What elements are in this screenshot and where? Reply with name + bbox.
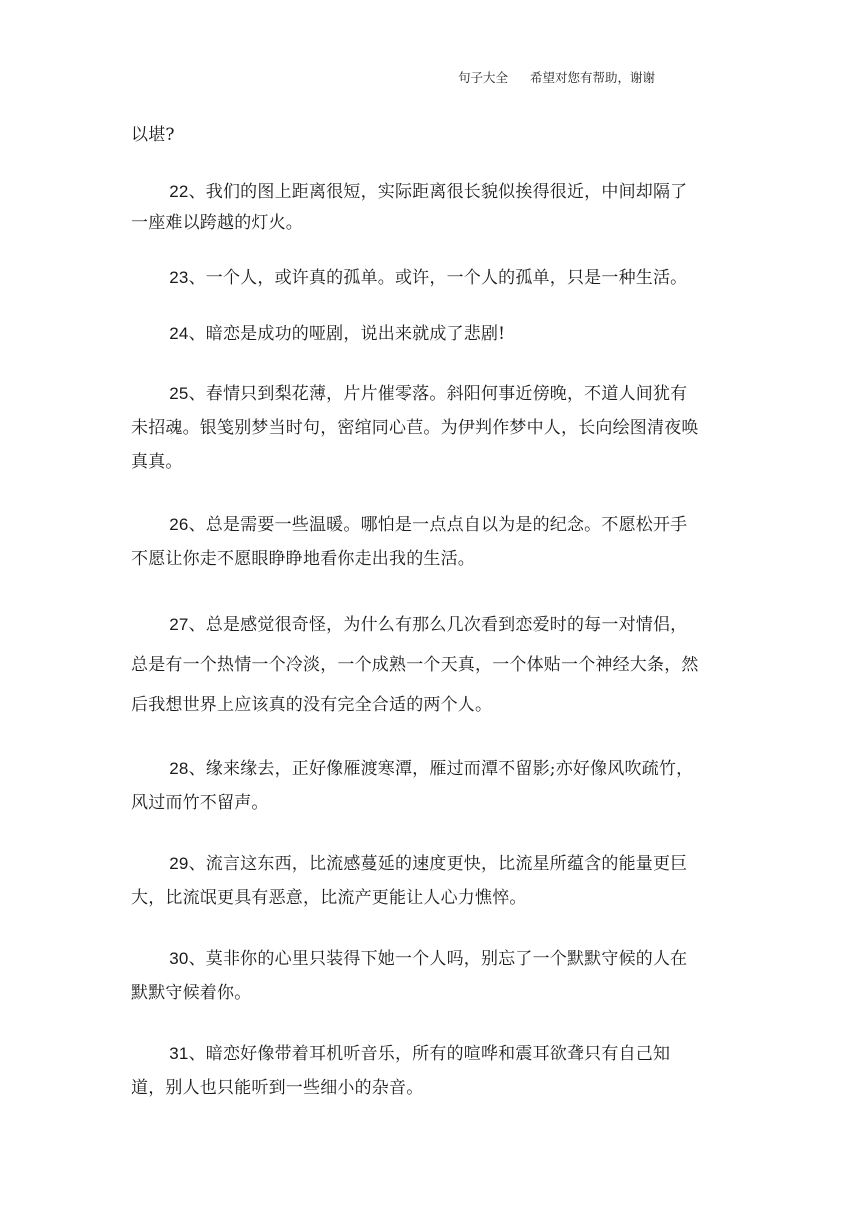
item-number: 27 [169,615,189,634]
item-separator: 、 [188,515,206,535]
list-item [131,942,701,1010]
item-number: 23 [169,268,189,287]
item-separator: 、 [188,615,206,635]
item-number: 28 [169,759,189,778]
item-separator: 、 [188,949,206,969]
list-item [131,752,701,820]
item-text: 暗恋好像带着耳机听音乐，所有的喧哗和震耳欲聋只有自己知道，别人也只能听到一些细小的杂音。 [131,1044,671,1098]
list-item [131,176,701,239]
item-separator: 、 [188,384,206,404]
item-number: 31 [169,1044,189,1063]
page-header [458,68,655,86]
header-note: 希望对您有帮助，谢谢 [530,70,656,85]
item-number: 24 [169,324,189,343]
item-text: 缘来缘去，正好像雁渡寒潭，雁过而潭不留影;亦好像风吹疏竹，风过而竹不留声。 [131,759,694,813]
item-separator: 、 [188,268,206,288]
item-text: 一个人，或许真的孤单。或许，一个人的孤单，只是一种生活。 [205,268,688,288]
list-item [131,1037,701,1105]
list-item [131,318,701,350]
item-text: 总是感觉很奇怪，为什么有那么几次看到恋爱时的每一对情侣，总是有一个热情一个冷淡，一个成熟一个天真，一个体贴一个神经大条，然后我想世界上应该真的没有完全合适的两个人。 [131,615,699,715]
document-body [131,120,701,1105]
item-separator: 、 [188,759,206,779]
item-text: 春情只到梨花薄，片片催零落。斜阳何事近傍晚，不道人间犹有未招魂。银笺别梦当时句，密绾同心苣。为伊判作梦中人，长向绘图清夜唤真真。 [131,384,699,472]
list-item [131,847,701,915]
item-separator: 、 [188,854,206,874]
item-number: 26 [169,515,189,534]
item-text: 暗恋是成功的哑剧，说出来就成了悲剧! [205,324,506,344]
item-separator: 、 [188,1044,206,1064]
list-item [131,256,701,300]
list-item [131,508,701,576]
item-number: 29 [169,854,189,873]
list-item [131,377,701,479]
item-text: 流言这东西，比流感蔓延的速度更快，比流星所蕴含的能量更巨大，比流氓更具有恶意，比流产更能让人心力憔悴。 [131,854,688,908]
header-title: 句子大全 [458,70,509,85]
item-separator: 、 [188,324,206,344]
item-text: 总是需要一些温暖。哪怕是一点点自以为是的纪念。不愿松开手不愿让你走不愿眼睁睁地看你走出我的生活。 [131,515,688,569]
item-text: 莫非你的心里只装得下她一个人吗，别忘了一个默默守候的人在默默守候着你。 [131,949,688,1003]
item-number: 22 [169,182,189,201]
continuation-line: 以堪? [131,125,175,145]
item-number: 30 [169,949,189,968]
item-separator: 、 [188,182,206,202]
item-number: 25 [169,384,189,403]
item-text: 我们的图上距离很短，实际距离很长貌似挨得很近，中间却隔了一座难以跨越的灯火。 [131,182,688,233]
list-item [131,605,701,725]
